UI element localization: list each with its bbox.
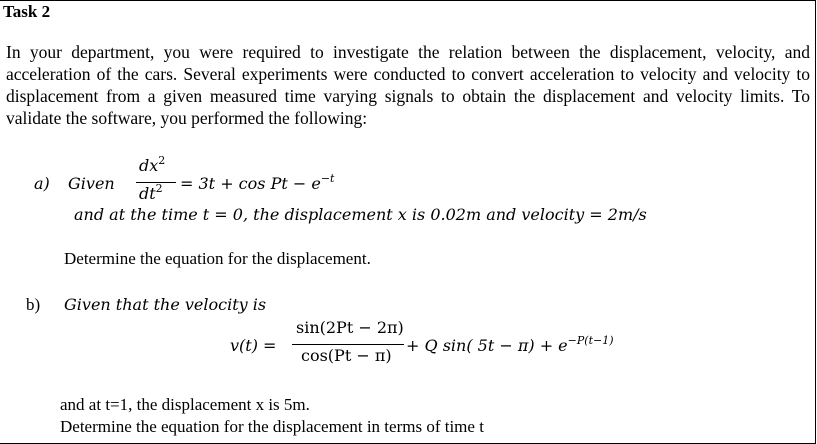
part-a-denominator-exponent: 2 — [155, 182, 163, 195]
part-b-lhs: v(t) = — [230, 336, 277, 355]
part-a-denominator-base: dt — [139, 184, 156, 203]
part-b-rhs — [406, 336, 614, 355]
part-a-label: a) — [34, 174, 50, 193]
part-a-given: Given — [68, 174, 115, 193]
part-b-rhs-text: + Q sin( 5t − π) + e — [406, 336, 568, 355]
part-b-label: b) — [26, 295, 41, 314]
part-b-fraction-bar — [292, 344, 404, 345]
part-a-instruction: Determine the equation for the displacement. — [64, 249, 371, 268]
part-a-rhs — [180, 174, 334, 193]
part-a-numerator-exponent: 2 — [158, 154, 166, 167]
task-title: Task 2 — [3, 2, 51, 21]
part-b-denominator: cos(Pt − π) — [301, 346, 392, 365]
part-a-numerator-base: dx — [139, 156, 159, 175]
part-b-given: Given that the velocity is — [64, 295, 267, 314]
part-b-instruction: Determine the equation for the displacement in terms of time t — [60, 417, 484, 436]
part-a-rhs-text: = 3t + cos Pt − e — [180, 174, 321, 193]
part-a-denominator — [139, 184, 163, 203]
intro-paragraph: In your department, you were required to investigate the relation between the displacement, velocity, and acceleration of the cars. Several experiments were conducted to convert acceleration to velocity and velocity to displacement from a given measured time varying signals to obtain the displacement and velocity limits. To validate the software, you performed the following: — [6, 42, 810, 128]
part-b-numerator: sin(2Pt − 2π) — [296, 318, 404, 337]
part-a-condition: and at the time t = 0, the displacement x is 0.02m and velocity = 2m/s — [74, 205, 647, 224]
part-a-numerator — [139, 156, 165, 175]
part-a-rhs-exponent: −t — [320, 172, 335, 185]
part-b-rhs-exponent: −P(t−1) — [567, 334, 614, 347]
part-b-condition: and at t=1, the displacement x is 5m. — [60, 395, 310, 414]
